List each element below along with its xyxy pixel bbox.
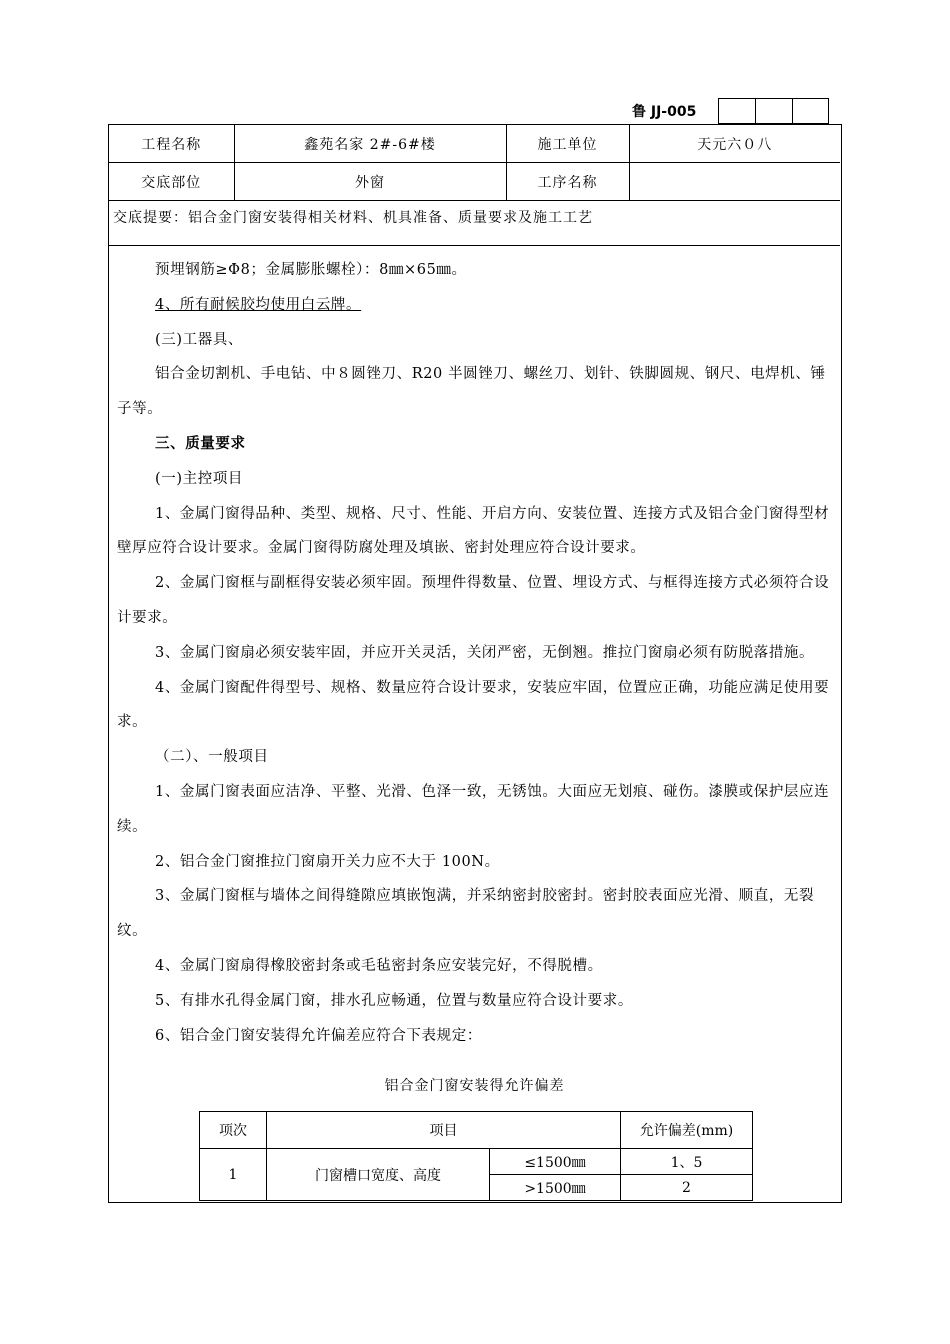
header-table: [109, 125, 840, 201]
project-value: 鑫苑名家 2#-6#楼: [234, 125, 506, 163]
header-cell: 项目: [267, 1112, 621, 1149]
summary: 交底提要：铝合金门窗安装得相关材料、机具准备、质量要求及施工工艺: [109, 203, 840, 246]
paragraph: 铝合金切割机、手电钻、中８圆锉刀、R20 半圆锉刀、螺丝刀、划针、铁脚圆规、钢尺、电焊机、锤子等。: [117, 366, 826, 418]
row-number: 1: [200, 1149, 267, 1201]
process-label: 工序名称: [506, 163, 629, 201]
part-value: 外窗: [234, 163, 506, 201]
header-cell: 项次: [200, 1112, 267, 1149]
document-frame: [108, 124, 842, 1203]
paragraph: 4、金属门窗配件得型号、规格、数量应符合设计要求，安装应牢固，位置应正确，功能应满足使用要求。: [117, 679, 830, 731]
paragraph: 5、有排水孔得金属门窗，排水孔应畅通，位置与数量应符合设计要求。: [155, 992, 633, 1009]
row-item: 门窗槽口宽度、高度: [267, 1149, 490, 1201]
contractor-label: 施工单位: [506, 125, 629, 163]
row-condition: >1500㎜: [490, 1175, 621, 1201]
row-value: 2: [621, 1175, 753, 1201]
doc-code: 鲁 JJ-005: [632, 103, 697, 120]
paragraph: 2、金属门窗框与副框得安装必须牢固。预埋件得数量、位置、埋设方式、与框得连接方式必须符合设计要求。: [117, 575, 830, 626]
contractor-value: 天元六０八: [629, 125, 840, 163]
paragraph: 2、铝合金门窗推拉门窗扇开关力应不大于 100N。: [155, 853, 500, 870]
doc-code-row: [632, 97, 829, 124]
code-box: [718, 98, 755, 124]
body-text: [117, 253, 835, 1053]
table-caption: 铝合金门窗安装得允许偏差: [384, 1078, 565, 1094]
paragraph: 4、所有耐候胶均使用白云牌。: [155, 296, 362, 313]
paragraph: 6、铝合金门窗安装得允许偏差应符合下表规定：: [155, 1027, 482, 1044]
paragraph: 3、金属门窗扇必须安装牢固，并应开关灵活，关闭严密，无倒翘。推拉门窗扇必须有防脱落措施。: [155, 644, 815, 661]
paragraph: (三)工器具、: [155, 331, 244, 348]
section-heading: 三、质量要求: [155, 434, 246, 452]
paragraph: 1、金属门窗表面应洁净、平整、光滑、色泽一致，无锈蚀。大面应无划痕、碰伤。漆膜或保护层应连续。: [117, 783, 830, 835]
project-label: 工程名称: [109, 125, 234, 163]
part-label: 交底部位: [109, 163, 234, 201]
paragraph: 预埋钢筋≥Φ8；金属膨胀螺栓）：8㎜×65㎜。: [155, 262, 467, 278]
paragraph: 3、金属门窗框与墙体之间得缝隙应填嵌饱满，并采纳密封胶密封。密封胶表面应光滑、顺直，无裂纹。: [117, 888, 815, 940]
process-value: [629, 163, 840, 201]
paragraph: 1、金属门窗得品种、类型、规格、尺寸、性能、开启方向、安装位置、连接方式及铝合金门窗得型材壁厚应符合设计要求。金属门窗得防腐处理及填嵌、密封处理应符合设计要求。: [117, 505, 830, 557]
row-value: 1、5: [621, 1149, 753, 1175]
code-box: [792, 98, 829, 124]
paragraph: 4、金属门窗扇得橡胶密封条或毛毡密封条应安装完好，不得脱槽。: [155, 957, 603, 974]
paragraph: （二）、一般项目: [155, 749, 269, 766]
paragraph: (一)主控项目: [155, 470, 244, 487]
row-condition: ≤1500㎜: [490, 1149, 621, 1175]
code-box: [755, 98, 792, 124]
deviation-table: [199, 1111, 753, 1201]
header-cell: 允许偏差(mm): [621, 1112, 753, 1149]
